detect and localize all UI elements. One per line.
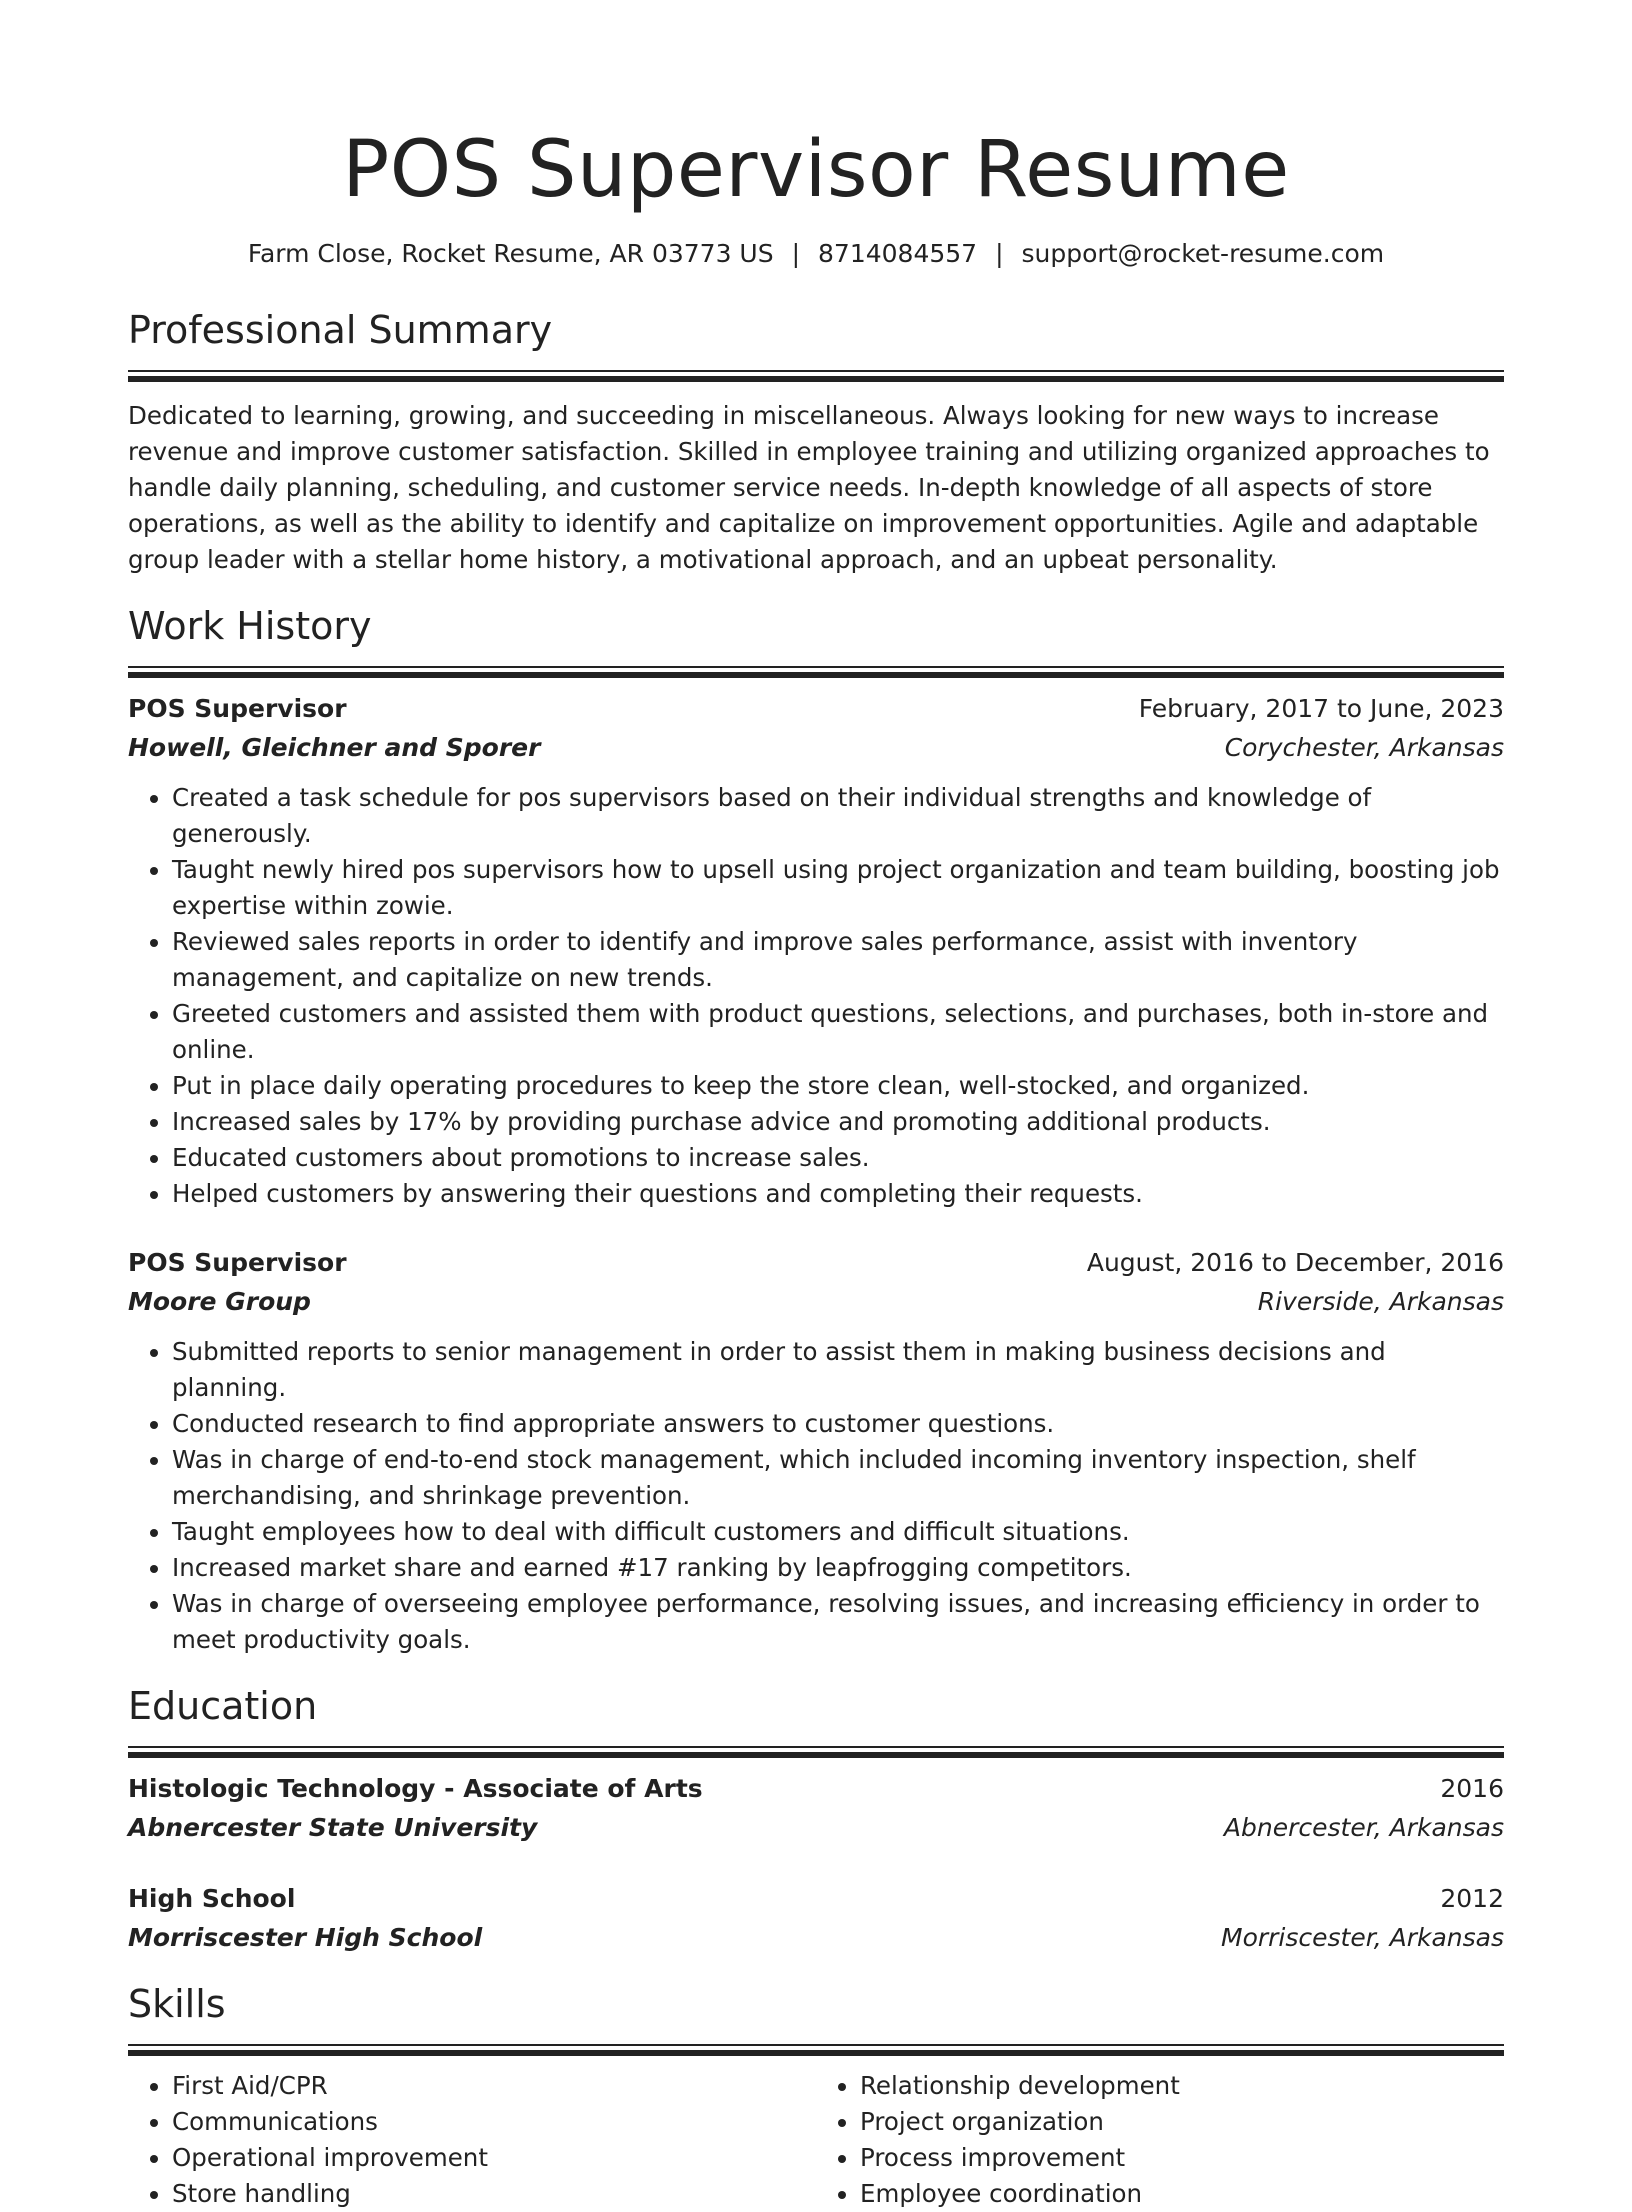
contact-email[interactable]: support@rocket-resume.com xyxy=(1021,239,1385,268)
section-divider xyxy=(128,666,1504,678)
job-bullet: • Helped customers by answering their questions and completing their requests. xyxy=(172,1176,1504,1212)
education-header xyxy=(128,1880,1504,1918)
contact-separator: | xyxy=(791,239,801,268)
resume-page xyxy=(128,0,1504,2212)
job-bullet: • Was in charge of end-to-end stock management, which included incoming inventory inspection, shelf merchandising, and shrinkage prevention. xyxy=(172,1442,1504,1514)
skill-item: • Communications xyxy=(172,2104,816,2140)
skill-item: • Relationship development xyxy=(860,2068,1504,2104)
job-bullet: • Educated customers about promotions to increase sales. xyxy=(172,1140,1504,1176)
job-dates: August, 2016 to December, 2016 xyxy=(1086,1248,1504,1277)
education-school: Abnercester State University xyxy=(128,1813,538,1842)
summary-text: Dedicated to learning, growing, and succeeding in miscellaneous. Always looking for new ways to increase revenue and improve customer satisfaction. Skilled in employee training and utilizing organized approaches to handle daily planning, scheduling, and customer service needs. In-depth knowledge of all aspects of store operations, as well as the ability to identify and capitalize on improvement opportunities. Agile and adaptable group leader with a stellar home history, a motivational approach, and an upbeat personality. xyxy=(128,401,1490,574)
job-subheader xyxy=(128,1282,1504,1322)
job-bullet: • Increased market share and earned #17 ranking by leapfrogging competitors. xyxy=(172,1550,1504,1586)
job-bullet: • Was in charge of overseeing employee performance, resolving issues, and increasing efficiency in order to meet productivity goals. xyxy=(172,1586,1504,1658)
education-year: 2012 xyxy=(1440,1884,1504,1913)
job-bullet: • Conducted research to find appropriate answers to customer questions. xyxy=(172,1406,1504,1442)
resume-title: POS Supervisor Resume xyxy=(342,125,1290,215)
job-entry xyxy=(128,1244,1504,1658)
summary-section xyxy=(128,306,1504,578)
job-entry xyxy=(128,690,1504,1212)
job-bullet: • Taught employees how to deal with difficult customers and difficult situations. xyxy=(172,1514,1504,1550)
job-title: POS Supervisor xyxy=(128,694,347,723)
education-degree: Histologic Technology - Associate of Arts xyxy=(128,1774,703,1803)
skill-item: • First Aid/CPR xyxy=(172,2068,816,2104)
section-divider xyxy=(128,1746,1504,1758)
job-subheader xyxy=(128,728,1504,768)
education-year: 2016 xyxy=(1440,1774,1504,1803)
job-location: Riverside, Arkansas xyxy=(1257,1287,1504,1316)
education-entry xyxy=(128,1770,1504,1848)
section-heading-summary: Professional Summary xyxy=(128,308,553,352)
section-heading-education: Education xyxy=(128,1684,318,1728)
job-dates: February, 2017 to June, 2023 xyxy=(1138,694,1504,723)
education-header xyxy=(128,1770,1504,1808)
job-bullets xyxy=(128,1334,1504,1658)
section-divider xyxy=(128,2044,1504,2056)
job-bullet: • Created a task schedule for pos supervisors based on their individual strengths and knowledge of generously. xyxy=(172,780,1504,852)
skills-section xyxy=(128,1980,1504,2212)
job-bullet: • Submitted reports to senior management in order to assist them in making business decisions and planning. xyxy=(172,1334,1504,1406)
skill-item: • Employee coordination xyxy=(860,2176,1504,2212)
job-header xyxy=(128,690,1504,728)
job-bullet: • Increased sales by 17% by providing purchase advice and promoting additional products. xyxy=(172,1104,1504,1140)
job-bullets xyxy=(128,780,1504,1212)
contact-phone[interactable]: 8714084557 xyxy=(818,239,978,268)
work-history-section xyxy=(128,602,1504,1658)
skill-item: • Operational improvement xyxy=(172,2140,816,2176)
education-subheader xyxy=(128,1918,1504,1958)
contact-line xyxy=(128,236,1504,272)
job-bullet: • Taught newly hired pos supervisors how to upsell using project organization and team building, boosting job expertise within zowie. xyxy=(172,852,1504,924)
contact-separator: | xyxy=(995,239,1004,268)
skills-column-left xyxy=(128,2068,816,2212)
skill-item: • Process improvement xyxy=(860,2140,1504,2176)
job-bullet: • Put in place daily operating procedures to keep the store clean, well-stocked, and organized. xyxy=(172,1068,1504,1104)
job-company: Howell, Gleichner and Sporer xyxy=(128,733,541,762)
job-company: Moore Group xyxy=(128,1287,311,1316)
skill-item: • Store handling xyxy=(172,2176,816,2212)
education-location: Morriscester, Arkansas xyxy=(1221,1923,1504,1952)
education-degree: High School xyxy=(128,1884,296,1913)
education-entry xyxy=(128,1880,1504,1958)
job-bullet: • Reviewed sales reports in order to identify and improve sales performance, assist with inventory management, and capitalize on new trends. xyxy=(172,924,1504,996)
education-section xyxy=(128,1682,1504,1958)
section-heading-work-history: Work History xyxy=(128,604,372,648)
section-divider xyxy=(128,370,1504,382)
section-heading-skills: Skills xyxy=(128,1982,226,2026)
education-school: Morriscester High School xyxy=(128,1923,483,1952)
contact-address: Farm Close, Rocket Resume, AR 03773 US xyxy=(247,239,774,268)
job-title: POS Supervisor xyxy=(128,1248,347,1277)
education-location: Abnercester, Arkansas xyxy=(1223,1813,1504,1842)
skills-columns xyxy=(128,2068,1504,2212)
skill-item: • Project organization xyxy=(860,2104,1504,2140)
education-subheader xyxy=(128,1808,1504,1848)
job-location: Corychester, Arkansas xyxy=(1224,733,1504,762)
job-header xyxy=(128,1244,1504,1282)
job-bullet: • Greeted customers and assisted them with product questions, selections, and purchases, both in-store and online. xyxy=(172,996,1504,1068)
skills-column-right xyxy=(816,2068,1504,2212)
